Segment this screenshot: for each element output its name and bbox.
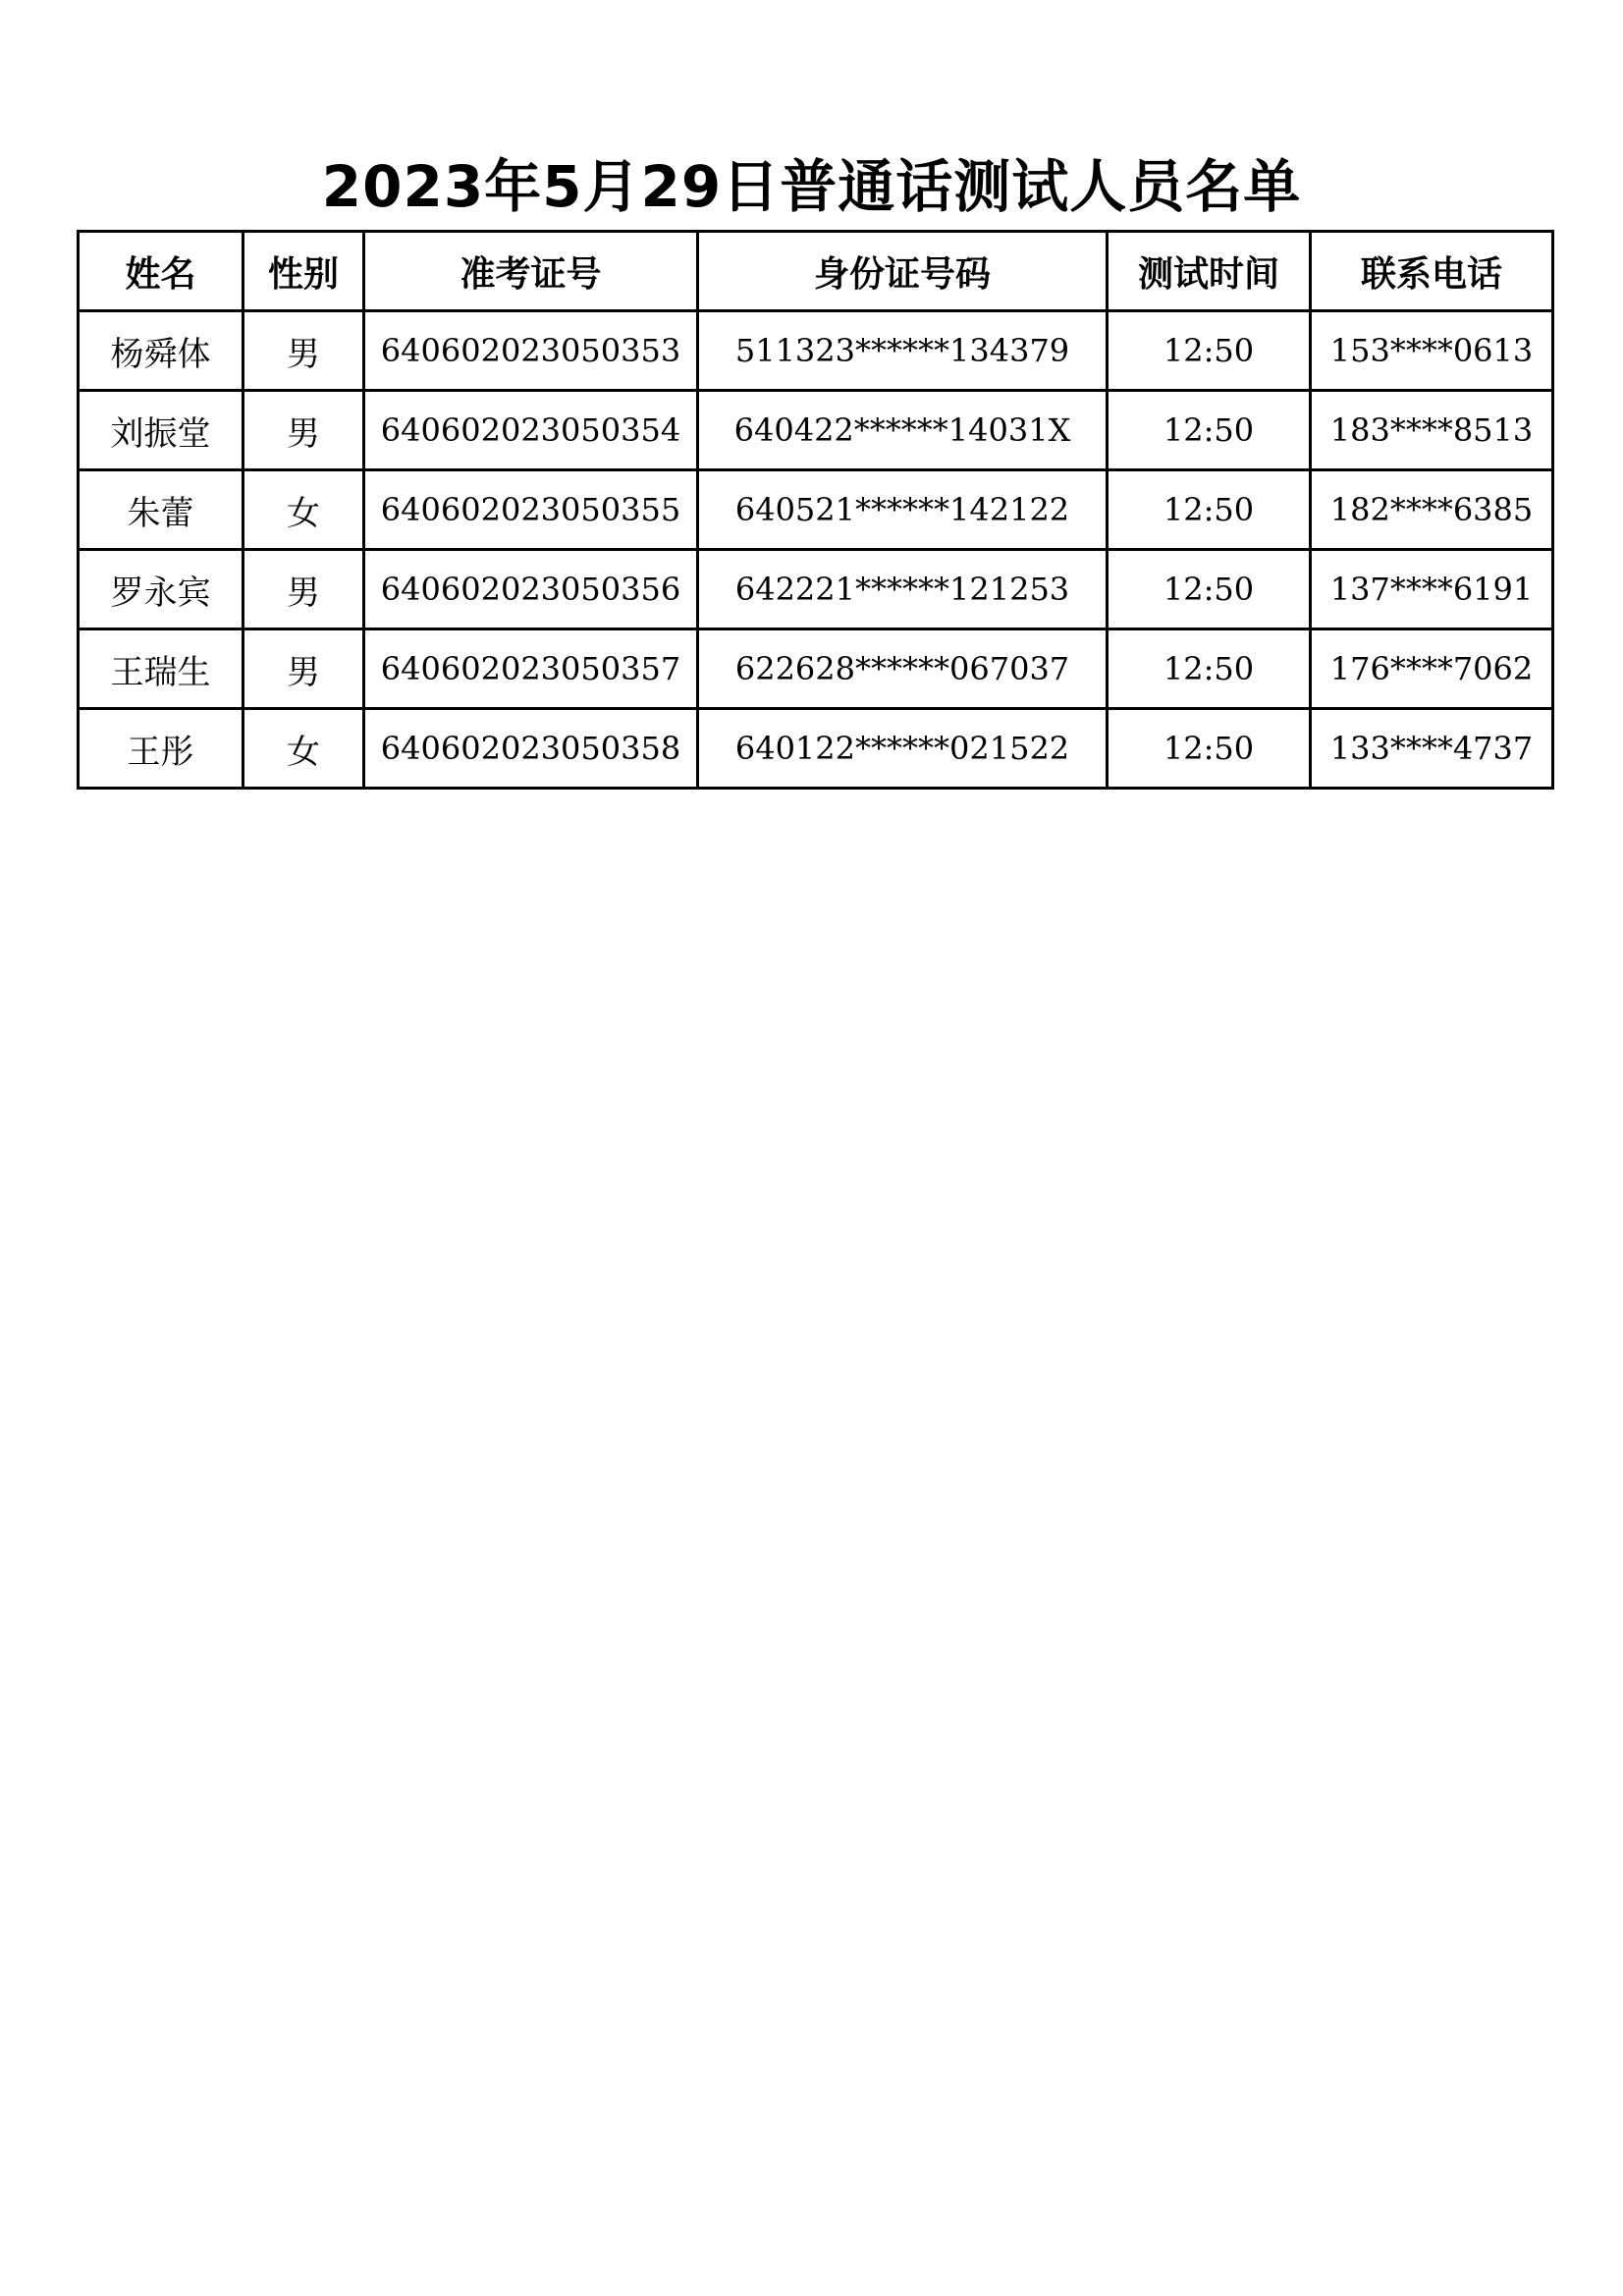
header-admission-number: 准考证号 — [364, 232, 698, 311]
header-gender: 性别 — [243, 232, 364, 311]
cell-admission-number: 640602023050355 — [364, 470, 698, 550]
cell-name: 王瑞生 — [79, 629, 243, 709]
cell-admission-number: 640602023050358 — [364, 709, 698, 789]
cell-admission-number: 640602023050357 — [364, 629, 698, 709]
cell-id-number: 640122******021522 — [698, 709, 1108, 789]
header-name: 姓名 — [79, 232, 243, 311]
header-test-time: 测试时间 — [1108, 232, 1311, 311]
cell-test-time: 12:50 — [1108, 311, 1311, 391]
cell-admission-number: 640602023050356 — [364, 550, 698, 629]
cell-phone: 183****8513 — [1311, 391, 1553, 470]
cell-phone: 182****6385 — [1311, 470, 1553, 550]
cell-gender: 女 — [243, 470, 364, 550]
cell-admission-number: 640602023050354 — [364, 391, 698, 470]
cell-phone: 133****4737 — [1311, 709, 1553, 789]
cell-gender: 男 — [243, 629, 364, 709]
cell-name: 朱蕾 — [79, 470, 243, 550]
cell-name: 罗永宾 — [79, 550, 243, 629]
cell-phone: 137****6191 — [1311, 550, 1553, 629]
header-id-number: 身份证号码 — [698, 232, 1108, 311]
cell-id-number: 642221******121253 — [698, 550, 1108, 629]
table-row — [79, 550, 1553, 629]
cell-gender: 女 — [243, 709, 364, 789]
roster-table — [77, 230, 1554, 790]
cell-test-time: 12:50 — [1108, 709, 1311, 789]
table-row — [79, 629, 1553, 709]
cell-test-time: 12:50 — [1108, 629, 1311, 709]
cell-admission-number: 640602023050353 — [364, 311, 698, 391]
cell-name: 王彤 — [79, 709, 243, 789]
table-header-row — [79, 232, 1553, 311]
table-row — [79, 470, 1553, 550]
cell-gender: 男 — [243, 311, 364, 391]
cell-phone: 153****0613 — [1311, 311, 1553, 391]
cell-test-time: 12:50 — [1108, 470, 1311, 550]
cell-test-time: 12:50 — [1108, 550, 1311, 629]
cell-id-number: 511323******134379 — [698, 311, 1108, 391]
cell-id-number: 622628******067037 — [698, 629, 1108, 709]
cell-id-number: 640521******142122 — [698, 470, 1108, 550]
header-phone: 联系电话 — [1311, 232, 1553, 311]
cell-id-number: 640422******14031X — [698, 391, 1108, 470]
table-row — [79, 709, 1553, 789]
cell-gender: 男 — [243, 550, 364, 629]
cell-name: 杨舜体 — [79, 311, 243, 391]
cell-gender: 男 — [243, 391, 364, 470]
page-title: 2023年5月29日普通话测试人员名单 — [321, 153, 1302, 220]
cell-test-time: 12:50 — [1108, 391, 1311, 470]
cell-phone: 176****7062 — [1311, 629, 1553, 709]
table-row — [79, 391, 1553, 470]
table-row — [79, 311, 1553, 391]
cell-name: 刘振堂 — [79, 391, 243, 470]
